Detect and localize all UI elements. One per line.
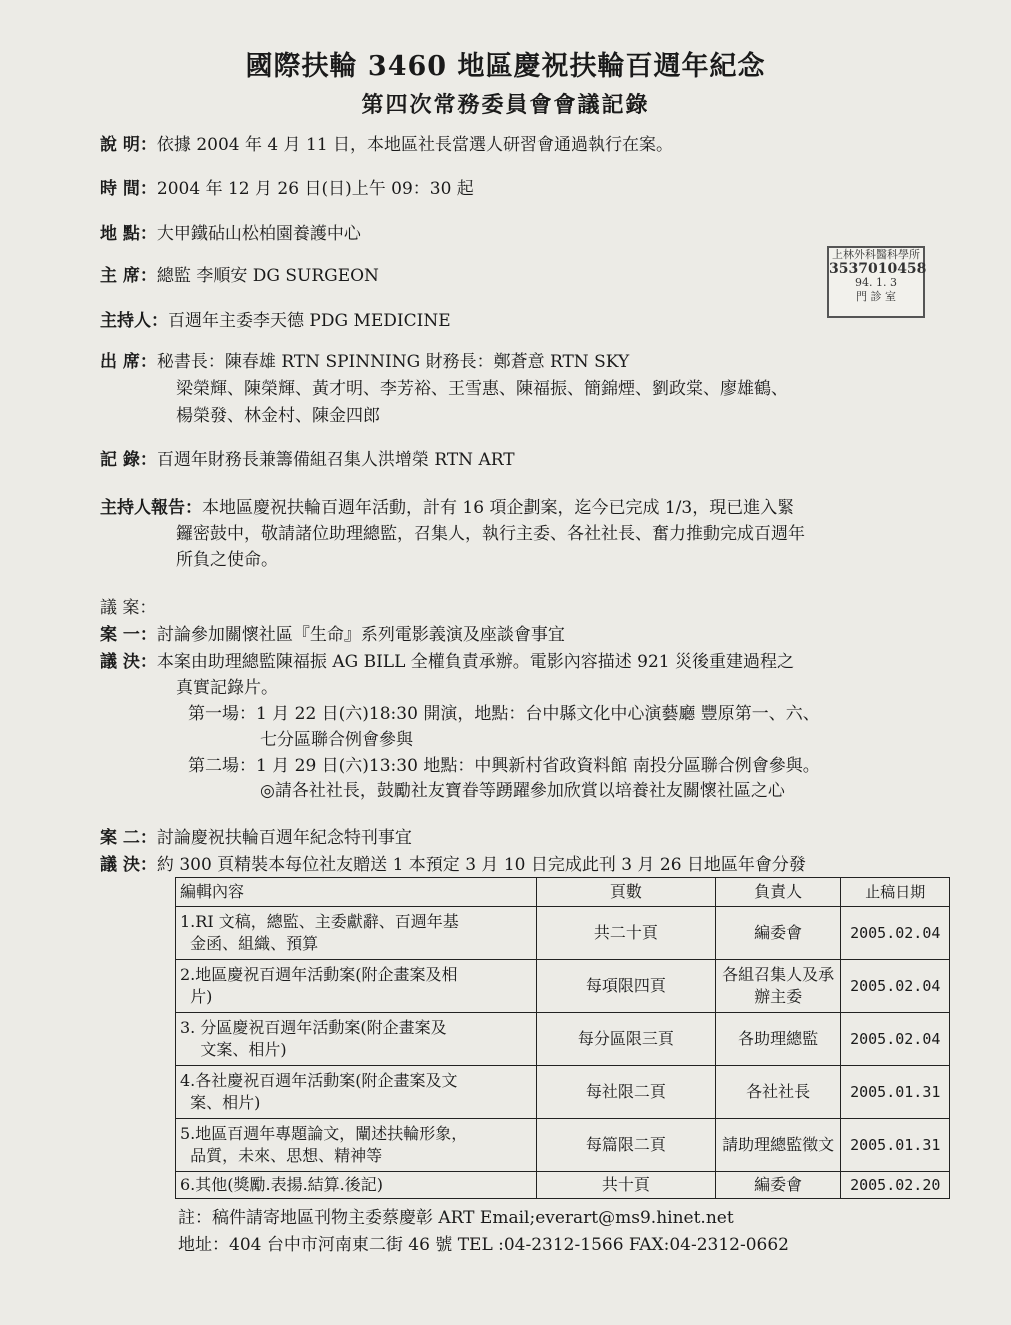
description-text: 依據 2004 年 4 月 11 日，本地區社長當選人研習會通過執行在案。 (156, 135, 674, 155)
cell-content-line-b: 案、相片) (180, 1093, 261, 1112)
cell-owner: 請助理總監徵文 (715, 1119, 841, 1172)
cell-content (176, 1172, 537, 1199)
stamp-date: 94. 1. 3 (855, 276, 897, 289)
show-1-line-b: 七分區聯合例會參與 (260, 730, 413, 750)
cell-pages: 每項限四頁 (537, 960, 716, 1013)
case-2-text: 討論慶祝扶輪百週年紀念特刊事宜 (156, 828, 412, 848)
meta-record (100, 448, 515, 472)
cell-content-line-a: 6.其他(獎勵.表揚.結算.後記) (180, 1175, 384, 1194)
place-label: 地 點： (100, 224, 157, 244)
table-row (176, 960, 950, 1013)
cell-deadline: 2005.01.31 (841, 1066, 950, 1119)
document-title: 國際扶輪 3460 地區慶祝扶輪百週年紀念 (245, 51, 766, 82)
chair-text: 總監 李順安 DG SURGEON (156, 266, 379, 286)
case-1 (100, 623, 565, 647)
cell-content-line-b: 片) (180, 987, 213, 1006)
meta-description (100, 133, 673, 157)
resolution-2 (100, 853, 806, 877)
resolution-1-line-a: 本案由助理總監陳福振 AG BILL 全權負責承辦。電影內容描述 921 災後重建過程之 (156, 652, 795, 672)
place-text: 大甲鐵砧山松柏園養護中心 (156, 224, 361, 244)
header-owner: 負責人 (715, 878, 841, 907)
stamp-line-4: 門 診 室 (856, 290, 896, 303)
chair-label: 主 席： (100, 266, 157, 286)
case-2-label: 案 二： (100, 828, 157, 848)
cell-deadline: 2005.02.04 (841, 960, 950, 1013)
cell-content-line-b: 金函、組織、預算 (180, 934, 319, 953)
meta-host (100, 309, 451, 333)
resolution-1-line-b: 真實記錄片。 (176, 678, 278, 698)
document-subtitle: 第四次常務委員會會議記錄 (361, 92, 650, 118)
cell-deadline: 2005.02.20 (841, 1172, 950, 1199)
table-row (176, 1066, 950, 1119)
record-label: 記 錄： (100, 450, 157, 470)
cell-pages: 每分區限三頁 (537, 1013, 716, 1066)
meta-attend (100, 350, 629, 374)
table-row (176, 1013, 950, 1066)
cell-content-line-a: 5.地區百週年專題論文，闡述扶輪形象， (180, 1124, 468, 1143)
time-label: 時 間： (100, 179, 157, 199)
attend-label: 出 席： (100, 352, 157, 372)
resolution-1 (100, 650, 794, 674)
cell-content-line-a: 4.各社慶祝百週年活動案(附企畫案及文 (180, 1071, 458, 1090)
header-content: 編輯內容 (176, 878, 537, 907)
agenda-label: 議 案： (100, 598, 157, 618)
cell-owner: 各社社長 (715, 1066, 841, 1119)
cell-content (176, 1066, 537, 1119)
report-label: 主持人報告： (100, 498, 202, 518)
table-row (176, 1119, 950, 1172)
cell-content-line-a: 2.地區慶祝百週年活動案(附企畫案及相 (180, 965, 458, 984)
attend-line-1: 秘書長：陳春雄 RTN SPINNING 財務長：鄭蒼意 RTN SKY (156, 352, 630, 372)
meta-place (100, 222, 361, 246)
footer-note: 註：稿件請寄地區刊物主委蔡慶彰 ART Email;everart@ms9.hinet.net (178, 1208, 734, 1228)
cell-deadline: 2005.01.31 (841, 1119, 950, 1172)
host-text: 百週年主委李天德 PDG MEDICINE (168, 311, 451, 331)
cell-content (176, 1119, 537, 1172)
cell-owner: 各組召集人及承辦主委 (715, 960, 841, 1013)
resolution-1-label: 議 決： (100, 652, 157, 672)
record-text: 百週年財務長兼籌備組召集人洪增榮 RTN ART (156, 450, 515, 470)
resolution-2-text: 約 300 頁精裝本每位社友贈送 1 本預定 3 月 10 日完成此刊 3 月 26 日地區年會分發 (156, 855, 806, 875)
footer-address: 地址：404 台中市河南東二街 46 號 TEL :04-2312-1566 FAX:04-2312-0662 (178, 1235, 789, 1255)
header-pages: 頁數 (537, 878, 716, 907)
header-deadline: 止稿日期 (841, 878, 950, 907)
cell-owner: 編委會 (715, 907, 841, 960)
meta-chair (100, 264, 379, 288)
cell-owner: 各助理總監 (715, 1013, 841, 1066)
report-line-3: 所負之使命。 (176, 550, 278, 570)
table-row (176, 907, 950, 960)
show-2: 第二場：1 月 29 日(六)13:30 地點：中興新村省政資料館 南投分區聯合例會參與。 (188, 756, 820, 776)
report-line-2: 鑼密鼓中，敬請諸位助理總監，召集人，執行主委、各社社長、奮力推動完成百週年 (176, 524, 805, 544)
table-row (176, 1172, 950, 1199)
table-header-row (176, 878, 950, 907)
cell-owner: 編委會 (715, 1172, 841, 1199)
attend-line-2: 梁榮輝、陳榮輝、黃才明、李芳裕、王雪惠、陳福振、簡錦煙、劉政棠、廖雄鶴、 (176, 379, 788, 399)
cell-pages: 每篇限二頁 (537, 1119, 716, 1172)
cell-content (176, 907, 537, 960)
stamp-number: 3537010458 (829, 261, 927, 277)
cell-pages: 每社限二頁 (537, 1066, 716, 1119)
cell-content-line-b: 文案、相片) (180, 1040, 287, 1059)
resolution-2-label: 議 決： (100, 855, 157, 875)
cell-content-line-a: 1.RI 文稿，總監、主委獻辭、百週年基 (180, 912, 459, 931)
cell-content (176, 960, 537, 1013)
cell-content-line-b: 品質，未來、思想、精神等 (180, 1146, 383, 1165)
description-label: 說 明： (100, 135, 157, 155)
report-line-1: 本地區慶祝扶輪百週年活動，計有 16 項企劃案，迄今已完成 1/3，現已進入緊 (202, 498, 795, 518)
cell-content (176, 1013, 537, 1066)
case-1-label: 案 一： (100, 625, 157, 645)
case-2 (100, 826, 412, 850)
case-1-text: 討論參加關懷社區『生命』系列電影義演及座談會事宜 (156, 625, 565, 645)
clinic-stamp (827, 246, 925, 318)
stamp-line-1: 上林外科醫科學所 (832, 248, 920, 261)
time-text: 2004 年 12 月 26 日(日)上午 09：30 起 (156, 179, 474, 199)
publication-schedule-table (175, 877, 950, 1199)
cell-content-line-a: 3. 分區慶祝百週年活動案(附企畫案及 (180, 1018, 447, 1037)
report-section (100, 496, 794, 520)
note-1: ◎請各社社長，鼓勵社友寶眷等踴躍參加欣賞以培養社友關懷社區之心 (260, 781, 785, 801)
cell-pages: 共十頁 (537, 1172, 716, 1199)
cell-deadline: 2005.02.04 (841, 907, 950, 960)
show-1-line-a: 第一場：1 月 22 日(六)18:30 開演，地點：台中縣文化中心演藝廳 豐原第一、六、 (188, 704, 820, 724)
attend-line-3: 楊榮發、林金村、陳金四郎 (176, 406, 380, 426)
host-label: 主持人： (100, 311, 168, 331)
cell-pages: 共二十頁 (537, 907, 716, 960)
cell-deadline: 2005.02.04 (841, 1013, 950, 1066)
meta-time (100, 177, 474, 201)
